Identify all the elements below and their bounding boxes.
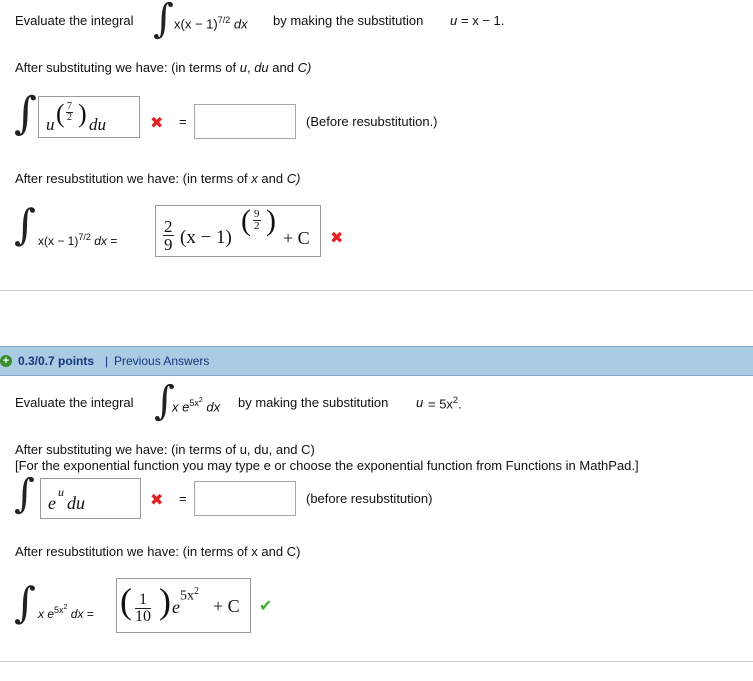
q1-answer-2-paren: (x − 1) — [180, 227, 232, 248]
integral-sign: ∫ — [14, 88, 37, 139]
integral-sign: ∫ — [14, 578, 36, 627]
q2-answer-2-box[interactable] — [116, 578, 251, 633]
q1-answer-1-du: du — [89, 115, 106, 134]
integral-sign: ∫ — [14, 200, 36, 249]
q1-integrand: $x(x - 1)^{7/2}$ dx — [174, 15, 248, 32]
q1-answer-1-exponent: $\frac{7}{2}$ — [67, 101, 72, 123]
q2-after-resub-label: After resubstitution we have: (in terms of x and C) — [15, 544, 301, 559]
equals-sign: = — [179, 114, 187, 129]
red-x-icon: ✖ — [150, 492, 164, 509]
q1-answer-1-base: u — [46, 115, 55, 134]
integral-sign: ∫ — [153, 0, 174, 42]
q2-answer-1-box[interactable] — [40, 478, 141, 519]
q1-answer-2-box[interactable] — [155, 205, 321, 257]
q2-answer-1-du: du — [67, 493, 85, 513]
paren-open: ( — [241, 204, 251, 237]
q2-answer-2-constant: + C — [213, 596, 240, 616]
q1-resubstitution-input[interactable] — [194, 104, 296, 139]
q2-before-resub-note: (before resubstitution) — [306, 491, 433, 506]
q1-after-resub-label: After resubstitution we have: (in terms of x and C) — [15, 171, 301, 186]
question-header-bar — [0, 346, 753, 376]
divider — [0, 661, 753, 662]
q1-answer-2-coefficient: $\frac{2}{9}$ — [164, 217, 173, 254]
separator: | — [105, 354, 109, 368]
q2-resubstitution-input[interactable] — [194, 481, 296, 516]
paren-close: ) — [266, 204, 276, 237]
q2-answer-1-exponent: u — [58, 485, 64, 499]
paren-close: ) — [78, 99, 87, 128]
q1-u-var: u — [450, 13, 458, 28]
q1-answer-2-constant: + C — [283, 228, 310, 248]
paren-open: ( — [120, 581, 132, 621]
q1-before-resub-note: (Before resubstitution.) — [306, 114, 438, 129]
equals-sign: = — [179, 491, 187, 506]
q2-exponential-hint: [For the exponential function you may type e or choose the exponential function from Functions in MathPad.] — [15, 458, 639, 473]
q2-answer-2-exponent: $5x^2$ — [180, 586, 199, 604]
q1-after-sub-label: After substituting we have: (in terms of u, du and C) — [15, 60, 312, 75]
q1-lhs: $x(x - 1)^{7/2}$ dx = — [38, 232, 118, 248]
q1-substitution-text: by making the substitution — [273, 13, 424, 28]
q1-answer-1-box[interactable] — [38, 96, 140, 138]
paren-open: ( — [56, 99, 65, 128]
q2-answer-1-base: e — [48, 493, 56, 513]
q2-integrand: x $e^{5x^2}$ dx — [172, 397, 221, 415]
q2-answer-2-base: e — [172, 597, 180, 617]
q2-substitution-text: by making the substitution — [238, 395, 389, 410]
q2-u-var: u — [416, 395, 424, 410]
previous-answers-link[interactable]: Previous Answers — [114, 354, 210, 368]
q2-answer-2-fraction: $\frac{1}{10}$ — [135, 591, 151, 625]
divider — [0, 290, 753, 291]
green-check-icon: ✔ — [259, 598, 273, 615]
q1-intro: Evaluate the integral — [15, 13, 134, 28]
red-x-icon: ✖ — [330, 230, 344, 247]
q1-u-equation: = x − 1. — [461, 13, 505, 28]
points-score: 0.3/0.7 points — [18, 354, 95, 368]
integral-sign: ∫ — [154, 378, 175, 424]
plus-circle-icon[interactable]: + — [0, 355, 12, 367]
q2-intro: Evaluate the integral — [15, 395, 134, 410]
q2-after-sub-label: After substituting we have: (in terms of u, du, and C) — [15, 442, 315, 457]
q1-answer-2-exponent: $\frac{9}{2}$ — [254, 208, 260, 232]
q2-lhs: x $e^{5x^2}$ dx = — [38, 604, 94, 621]
q2-u-equation: = $5x^2$. — [428, 395, 462, 412]
paren-close: ) — [159, 581, 171, 621]
red-x-icon: ✖ — [150, 115, 164, 132]
integral-sign: ∫ — [14, 471, 35, 517]
